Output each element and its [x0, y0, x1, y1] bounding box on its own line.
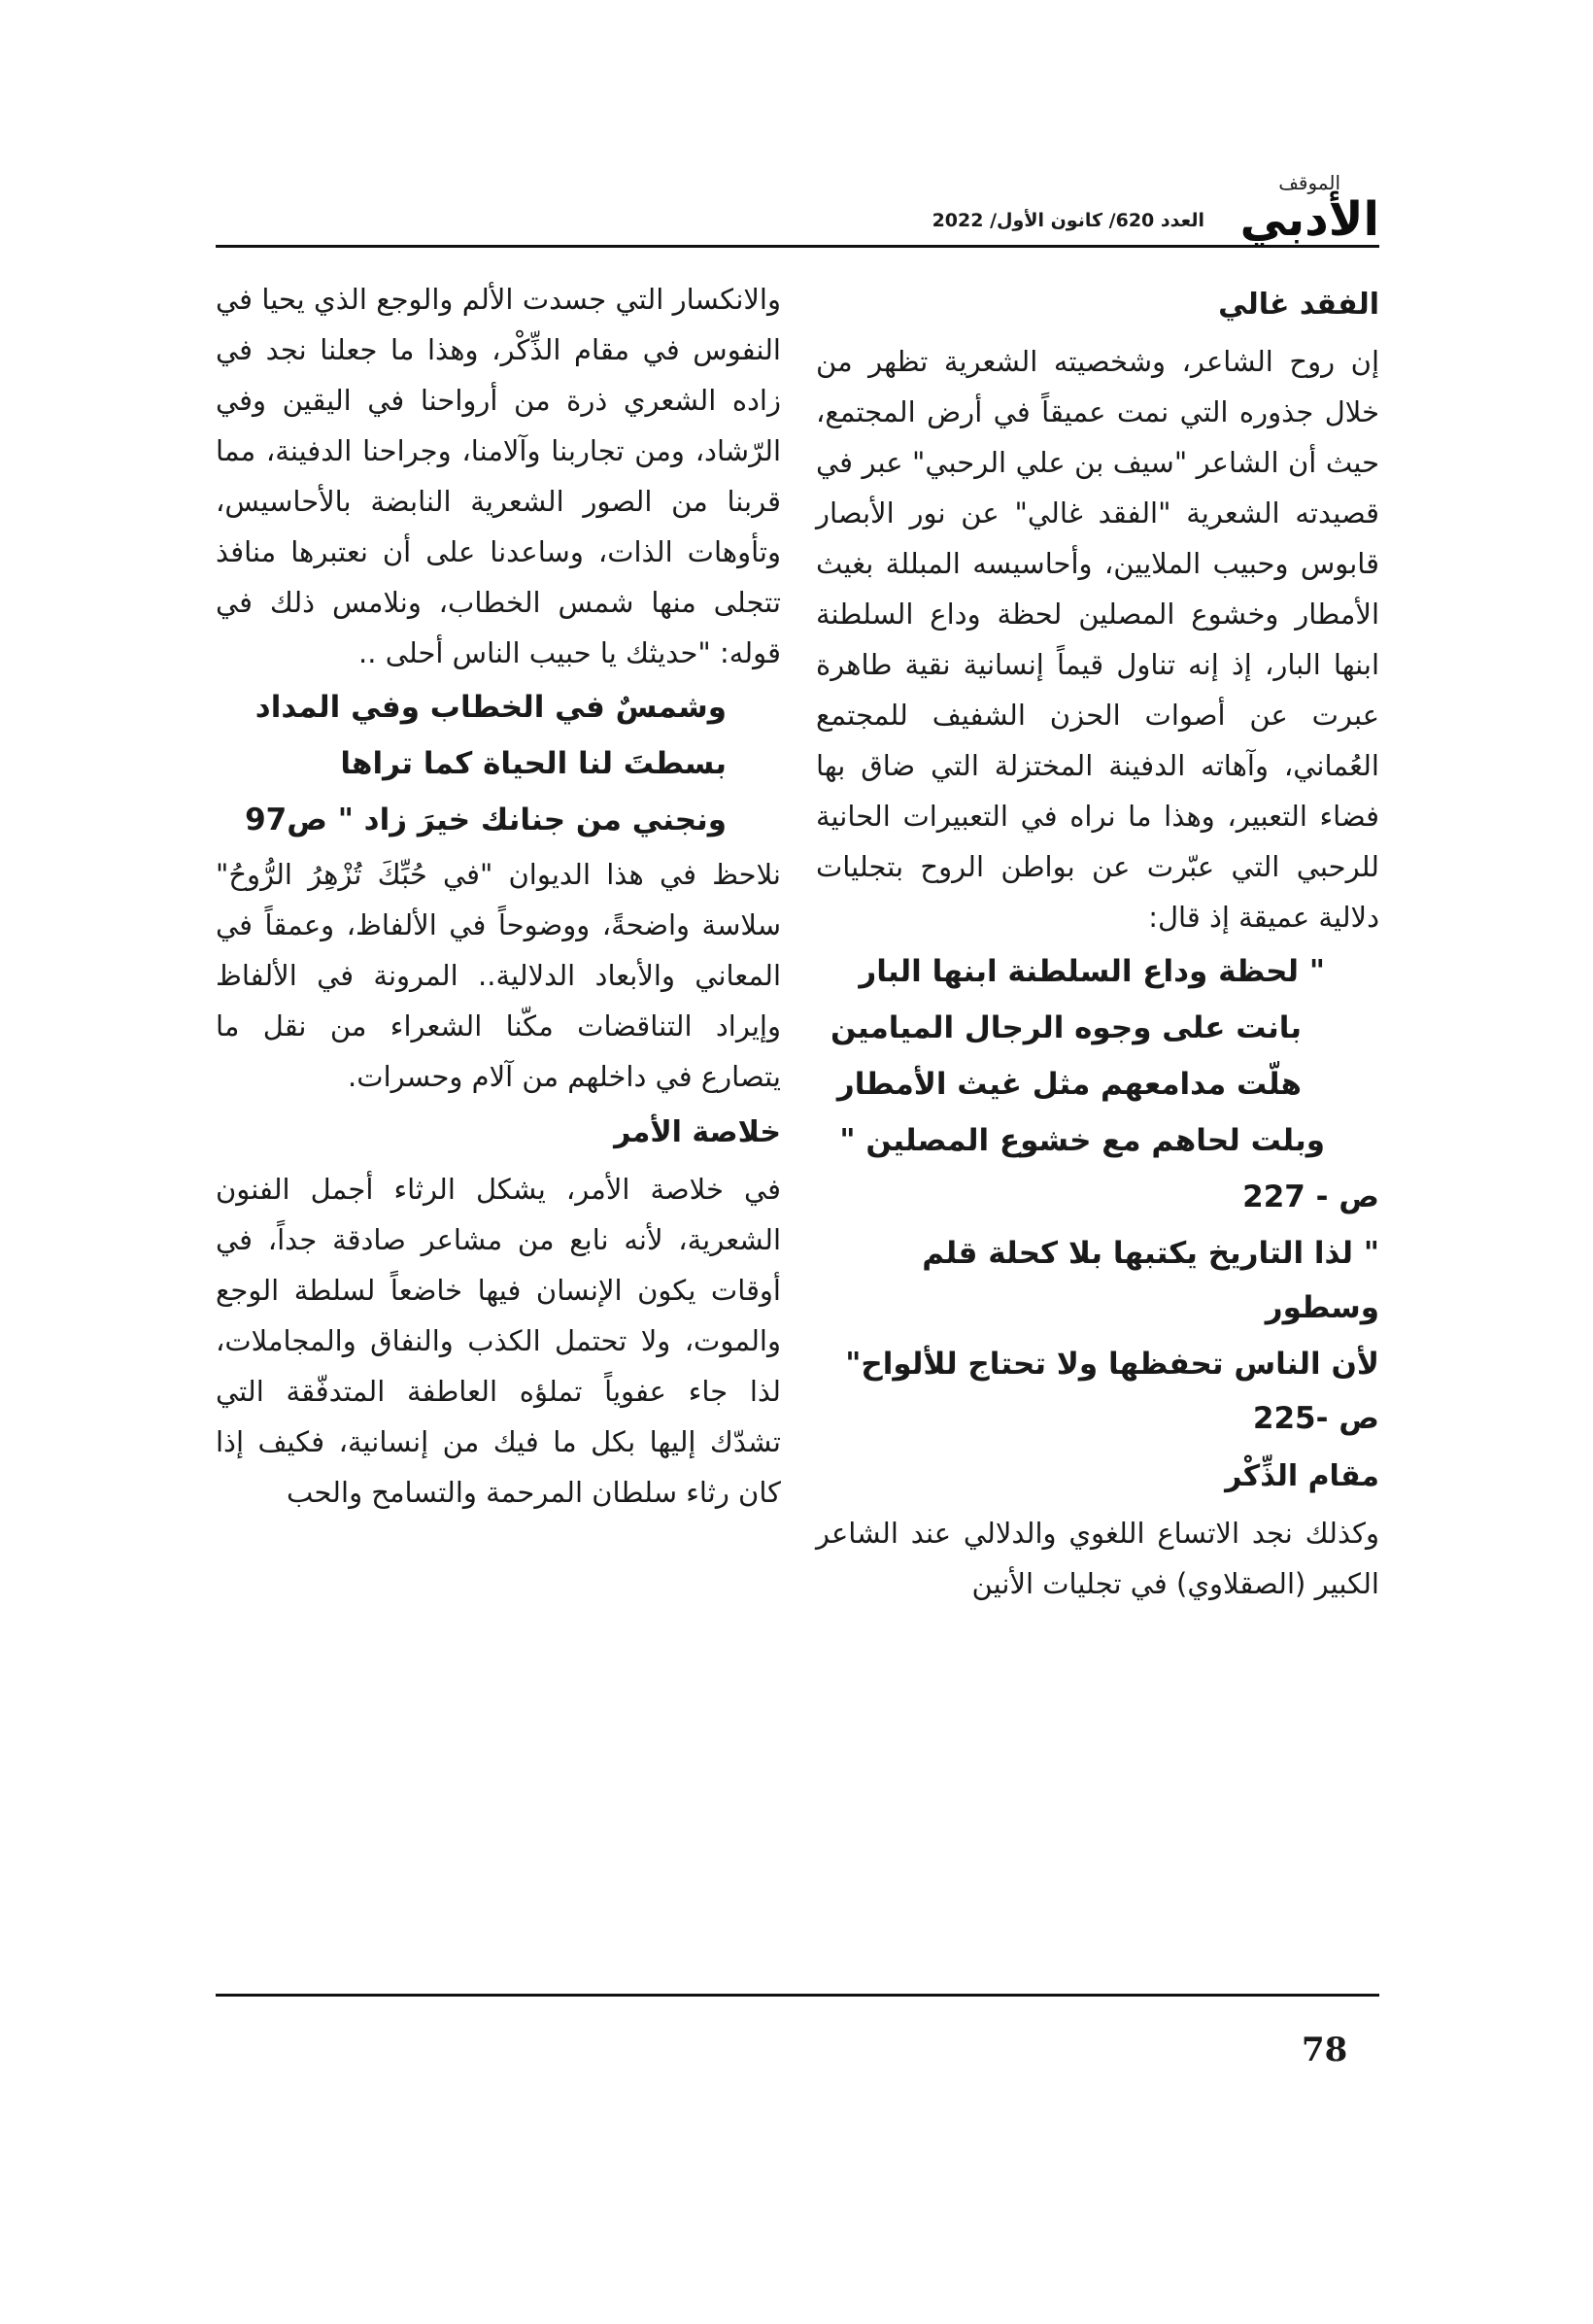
verse-line: " لحظة وداع السلطنة ابنها البار [859, 954, 1325, 989]
verse-line: وبلت لحاهم مع خشوع المصلين " [839, 1123, 1325, 1158]
paragraph: والانكسار التي جسدت الألم والوجع الذي يحيا في النفوس في مقام الذِّكْر، وهذا ما جعلنا نجد في زاده الشعري ذرة من أرواحنا في اليقين وفي الرّشاد، ومن تجاربنا وآلامنا، وجراحنا الدفينة، مما قربنا من الصور الشعرية النابضة بالأحاسيس، وتأوهات الذات، وساعدنا على أن نعتبرها منافذ تتجلى منها شمس الخطاب، ونلامس ذلك في قوله: "حديثك يا حبيب الناس أحلى .. [216, 283, 781, 669]
logo-title: الأدبي [1239, 192, 1379, 247]
verse-page-ref: ص - 227 [1242, 1179, 1379, 1214]
left-column [216, 274, 781, 1518]
page-number: 78 [1302, 2031, 1348, 2069]
verse-line: هلّت مدامعهم مثل غيث الأمطار [836, 1067, 1302, 1102]
verse-line: بانت على وجوه الرجال الميامين [830, 1010, 1302, 1045]
verse-line: بسطتَ لنا الحياة كما تراها [340, 746, 727, 781]
footer-divider [216, 1994, 1379, 1997]
verse-line: ونجني من جنانك خيرَ زاد " ص97 [245, 803, 727, 837]
section-heading: مقام الذِّكْر [1225, 1459, 1379, 1493]
section-heading: الفقد غالي [1218, 288, 1379, 322]
paragraph: وكذلك نجد الاتساع اللغوي والدلالي عند الشاعر الكبير (الصقلاوي) في تجليات الأنين [816, 1517, 1379, 1600]
header-divider [216, 245, 1379, 248]
paragraph: نلاحظ في هذا الديوان "في حُبِّكَ تُزْهِرُ الرُّوحُ" سلاسة واضحةً، ووضوحاً في الألفاظ، وعمقاً في المعاني والأبعاد الدلالية.. المرونة في الألفاظ وإيراد التناقضات مكّنا الشعراء من نقل ما يتصارع في داخلهم من آلام وحسرات. [216, 858, 781, 1093]
magazine-logo [1239, 171, 1379, 249]
verse-line: لأن الناس تحفظها ولا تحتاج للألواح" ص -225 [845, 1347, 1379, 1436]
logo-subtitle: الموقف [1278, 171, 1340, 194]
right-column [816, 274, 1379, 1609]
verse-line: " لذا التاريخ يكتبها بلا كحلة قلم وسطور [922, 1236, 1379, 1325]
verse-line: وشمسٌ في الخطاب وفي المداد [254, 690, 727, 725]
paragraph: في خلاصة الأمر، يشكل الرثاء أجمل الفنون الشعرية، لأنه نابع من مشاعر صادقة جداً، في أوقات يكون الإنسان فيها خاضعاً لسلطة الوجع والموت، ولا تحتمل الكذب والنفاق والمجاملات، لذا جاء عفوياً تملؤه العاطفة المتدفّقة التي تشدّك إليها بكل ما فيك من إنسانية، فكيف إذا كان رثاء سلطان المرحمة والتسامح والحب [216, 1173, 781, 1509]
paragraph: إن روح الشاعر، وشخصيته الشعرية تظهر من خلال جذوره التي نمت عميقاً في أرض المجتمع، حيث أن الشاعر "سيف بن علي الرحبي" عبر في قصيدته الشعرية "الفقد غالي" عن نور الأبصار قابوس وحبيب الملايين، وأحاسيسه المبللة بغيث الأمطار وخشوع المصلين لحظة وداع السلطنة ابنها البار، إذ إنه تناول قيماً إنسانية نقية طاهرة عبرت عن أصوات الحزن الشفيف للمجتمع العُماني، وآهاته الدفينة المختزلة التي ضاق بها فضاء التعبير، وهذا ما نراه في التعبيرات الحانية للرحبي التي عبّرت عن بواطن الروح بتجليات دلالية عميقة إذ قال: [816, 345, 1379, 934]
section-heading: خلاصة الأمر [614, 1115, 781, 1149]
issue-info: العدد 620/ كانون الأول/ 2022 [932, 210, 1204, 231]
